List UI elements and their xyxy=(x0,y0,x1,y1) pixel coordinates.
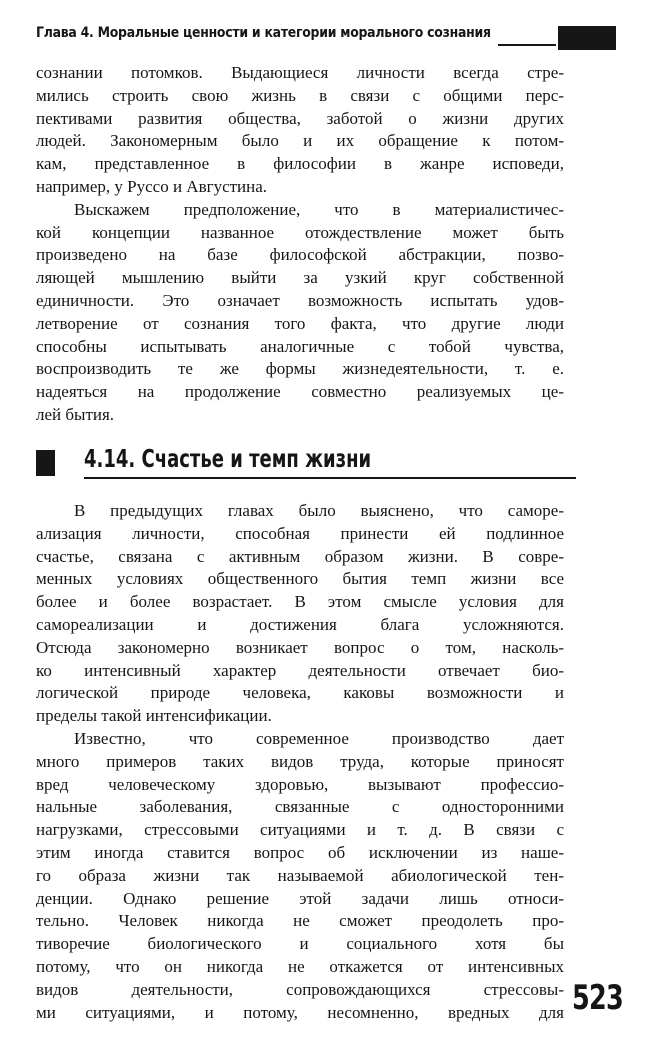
text-line: людей. Закономерным было и их обращение к потом- xyxy=(36,131,564,151)
text-line: сознании потомков. Выдающиеся личности всегда стре- xyxy=(36,63,564,82)
text-line: ализация личности, способная принести ей подлинное xyxy=(36,523,564,543)
text-line: ко интенсивный характер деятельности отвечает био- xyxy=(36,660,564,680)
text-line: ми ситуациями, и потому, несомненно, вредных для xyxy=(36,1002,564,1022)
text-line: много примеров таких видов труда, которые приносят xyxy=(36,751,564,771)
text-line: Выскажем предположение, что в материалистичес- xyxy=(74,199,564,219)
text-line: В предыдущих главах было выяснено, что саморе- xyxy=(74,501,564,520)
running-head-title: Глава 4. Моральные ценности и категории морального сознания xyxy=(36,25,491,41)
page-number: 523 xyxy=(572,978,623,1018)
running-header xyxy=(36,24,616,54)
text-line: вред человеческому здоровью, вызывают профессио- xyxy=(36,774,564,794)
section-heading xyxy=(36,441,576,481)
text-line: Отсюда закономерно возникает вопрос о том, насколь- xyxy=(36,637,564,657)
text-line: более и более возрастает. В этом смысле условия для xyxy=(36,592,564,612)
text-line: этим иногда ставится вопрос об исключении из наше- xyxy=(36,842,564,862)
text-line: нальные заболевания, связанные с односторонними xyxy=(36,797,564,817)
text-block-bottom xyxy=(36,500,564,1024)
text-line: го образа жизни так называемой абиологической тен- xyxy=(36,865,564,885)
text-line: например, у Руссо и Августина. xyxy=(36,176,268,196)
text-line: денции. Однако решение этой задачи лишь относи- xyxy=(36,888,564,908)
text-line: способны испытывать аналогичные с тобой чувства, xyxy=(36,336,564,356)
text-line: ляющей мышлению выйти за узкий круг собственной xyxy=(36,268,564,288)
text-line: лей бытия. xyxy=(36,404,115,424)
text-line: летворение от сознания того факта, что другие люди xyxy=(36,313,564,333)
text-line: видов деятельности, сопровождающихся стрессовы- xyxy=(36,979,564,999)
text-line: самореализации и достижения блага усложняются. xyxy=(36,614,564,634)
text-line: тиворечие биологического и социального хотя бы xyxy=(36,934,564,954)
text-line: мились строить свою жизнь в связи с общими перс- xyxy=(36,85,564,105)
text-line: нагрузками, стрессовыми ситуациями и т. д. В связи с xyxy=(36,820,564,840)
text-line: воспроизводить те же формы жизнедеятельности, т. е. xyxy=(36,359,564,379)
text-line: потому, что он никогда не откажется от интенсивных xyxy=(36,956,564,976)
text-block-top xyxy=(36,62,564,427)
text-line: пределы такой интенсификации. xyxy=(36,706,272,726)
text-line: менных условиях общественного бытия темп жизни все xyxy=(36,569,564,589)
text-line: логической природе человека, каковы возможности и xyxy=(36,683,564,703)
text-line: счастье, связана с активным образом жизни. В совре- xyxy=(36,546,564,566)
text-line: произведено на базе философской абстракции, позво- xyxy=(36,245,564,265)
text-line: пективами развития общества, заботой о жизни других xyxy=(36,108,564,128)
heading-rule xyxy=(84,477,576,479)
heading-block-marker xyxy=(36,450,55,476)
text-line: единичности. Это означает возможность испытать удов- xyxy=(36,290,564,310)
text-line: кам, представленное в философии в жанре исповеди, xyxy=(36,154,564,174)
header-rule xyxy=(498,44,556,46)
text-line: кой концепции названное отождествление может быть xyxy=(36,222,564,242)
text-line: Известно, что современное производство дает xyxy=(74,728,564,748)
header-block-marker xyxy=(558,26,616,50)
text-line: надеяться на продолжение совместно реализуемых це- xyxy=(36,382,564,402)
section-title: 4.14. Счастье и темп жизни xyxy=(84,444,372,473)
text-line: тельно. Человек никогда не сможет преодолеть про- xyxy=(36,911,564,931)
